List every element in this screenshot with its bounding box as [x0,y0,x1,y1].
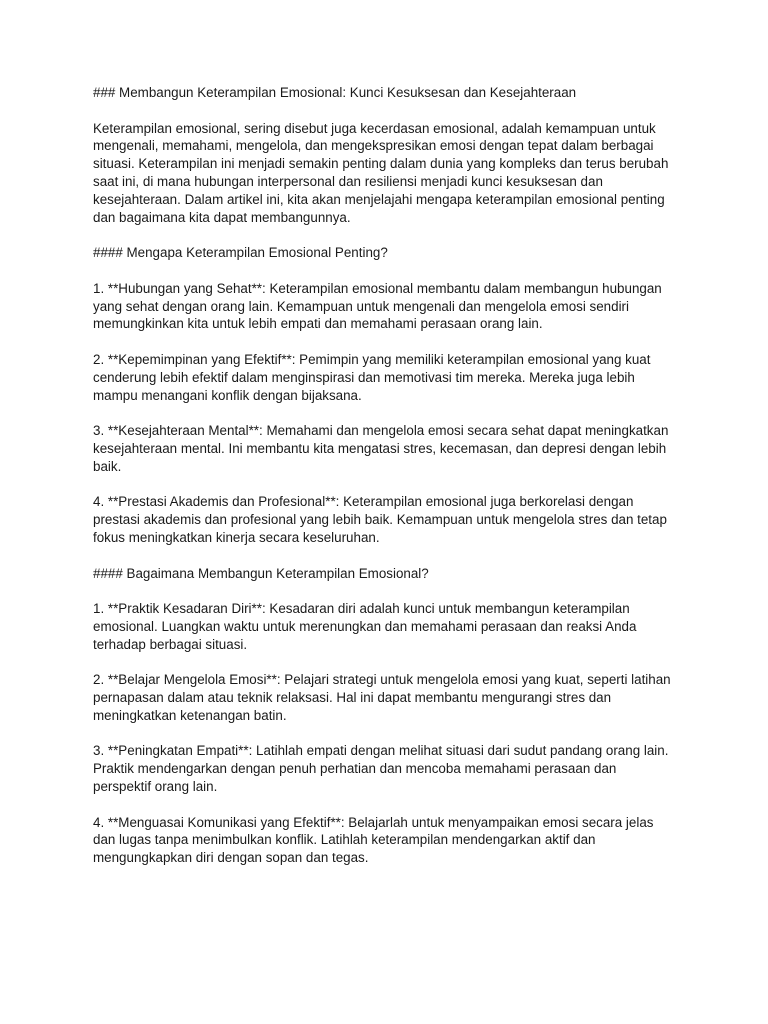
list-item: 2. **Belajar Mengelola Emosi**: Pelajari strategi untuk mengelola emosi yang kuat, seperti latihan pernapasan dalam atau teknik relaksasi. Hal ini dapat membantu mengurangi stres dan meningkatkan ketenangan batin. [93,672,671,723]
list-item: 1. **Hubungan yang Sehat**: Keterampilan emosional membantu dalam membangun hubungan yang sehat dengan orang lain. Kemampuan untuk mengenali dan mengelola emosi sendiri memungkinkan kita untuk lebih empati dan memahami perasaan orang lain. [93,280,662,332]
section-heading-why: #### Mengapa Keterampilan Emosional Penting? [93,245,388,261]
section-heading-how: #### Bagaimana Membangun Keterampilan Emosional? [93,565,429,581]
list-item: 3. **Peningkatan Empati**: Latihlah empati dengan melihat situasi dari sudut pandang orang lain. Praktik mendengarkan dengan penuh perhatian dan mencoba memahami perasaan dan perspektif orang lain. [93,743,669,795]
list-item: 3. **Kesejahteraan Mental**: Memahami dan mengelola emosi secara sehat dapat meningkatkan kesejahteraan mental. Ini membantu kita mengatasi stres, kecemasan, dan depresi dengan lebih baik. [93,423,669,474]
list-item: 4. **Menguasai Komunikasi yang Efektif**: Belajarlah untuk menyampaikan emosi secara jelas dan lugas tanpa menimbulkan konflik. Latihlah keterampilan mendengarkan aktif dan mengungkapkan diri dengan sopan dan tegas. [93,814,654,866]
list-item: 4. **Prestasi Akademis dan Profesional**: Keterampilan emosional juga berkorelasi dengan prestasi akademis dan profesional yang lebih baik. Kemampuan untuk mengelola stres dan tetap fokus meningkatkan kinerja secara keseluruhan. [93,494,667,545]
intro-paragraph: Keterampilan emosional, sering disebut juga kecerdasan emosional, adalah kemampuan untuk mengenali, memahami, mengelola, dan mengekspresikan emosi dengan tepat dalam berbagai situasi. Keterampilan ini menjadi semakin penting dalam dunia yang kompleks dan terus berubah saat ini, di mana hubungan interpersonal dan resiliensi menjadi kunci kesuksesan dan kesejahteraan. Dalam artikel ini, kita akan menjelajahi mengapa keterampilan emosional penting dan bagaimana kita dapat membangunnya. [93,120,669,225]
document-title: ### Membangun Keterampilan Emosional: Kunci Kesuksesan dan Kesejahteraan [93,85,577,100]
list-item: 2. **Kepemimpinan yang Efektif**: Pemimpin yang memiliki keterampilan emosional yang kuat cenderung lebih efektif dalam menginspirasi dan memotivasi tim mereka. Mereka juga lebih mampu menangani konflik dengan bijaksana. [93,351,651,403]
list-item: 1. **Praktik Kesadaran Diri**: Kesadaran diri adalah kunci untuk membangun keterampilan emosional. Luangkan waktu untuk merenungkan dan memahami perasaan dan reaksi Anda terhadap berbagai situasi. [93,601,637,652]
document-body [93,84,677,885]
